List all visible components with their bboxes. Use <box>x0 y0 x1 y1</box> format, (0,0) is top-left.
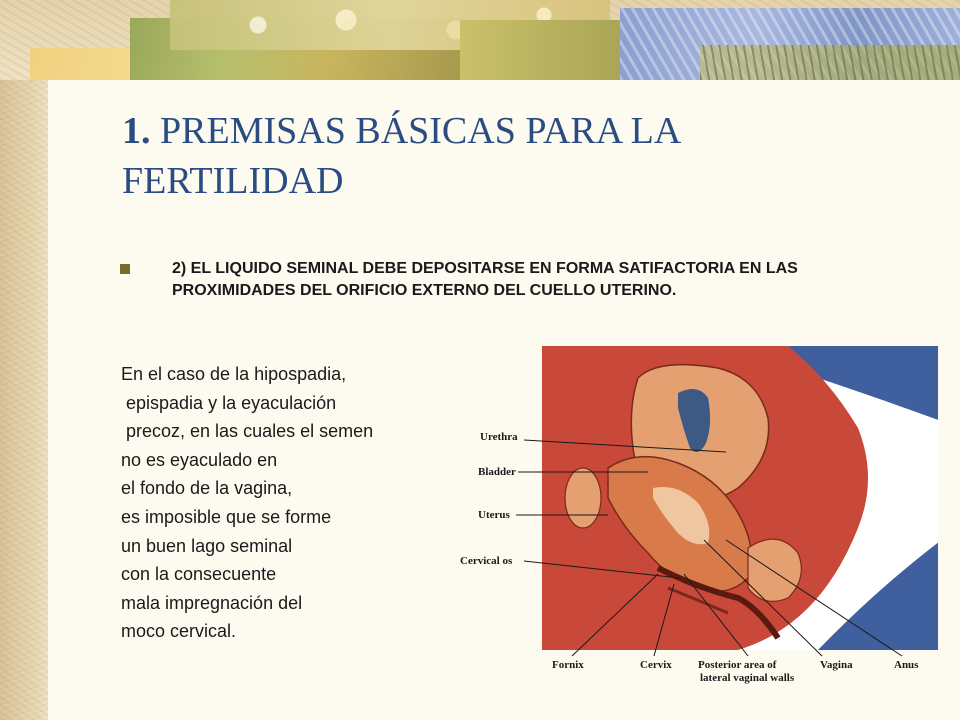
label-cervical-os: Cervical os <box>460 555 513 567</box>
label-cervix: Cervix <box>640 659 672 671</box>
label-urethra: Urethra <box>480 431 518 443</box>
body-line: un buen lago seminal <box>121 535 293 556</box>
body-line: mala impregnación del <box>121 592 303 613</box>
square-bullet-icon <box>120 264 130 274</box>
body-text <box>121 360 441 646</box>
label-posterior-line2: lateral vaginal walls <box>700 672 795 684</box>
body-line: epispadia y la eyaculación <box>121 392 337 413</box>
ovary <box>565 468 601 528</box>
label-anus: Anus <box>894 659 919 671</box>
anatomy-illustration <box>458 338 938 718</box>
banner-olive-strip <box>460 20 630 80</box>
label-posterior-line1: Posterior area of <box>698 659 777 671</box>
body-line: con la consecuente <box>121 564 277 585</box>
body-line: En el caso de la hipospadia, <box>121 364 347 384</box>
body-line: el fondo de la vagina, <box>121 478 293 499</box>
top-decorative-banner <box>0 0 960 80</box>
bullet-text: 2) EL LIQUIDO SEMINAL DEBE DEPOSITARSE EN FORMA SATIFACTORIA EN LAS PROXIMIDADES DEL ORIFICIO EXTERNO DEL CUELLO UTERINO. <box>172 260 798 299</box>
body-line: no es eyaculado en <box>121 449 278 470</box>
slide-title <box>122 106 882 206</box>
body-line: precoz, en las cuales el semen <box>121 421 374 442</box>
rectum-region <box>748 539 801 601</box>
left-texture-strip <box>0 0 48 720</box>
banner-grass-strip <box>700 45 960 80</box>
title-number: 1. <box>122 110 151 152</box>
label-bladder: Bladder <box>478 466 516 478</box>
body-line: es imposible que se forme <box>121 506 332 527</box>
body-line: moco cervical. <box>121 621 237 642</box>
label-fornix: Fornix <box>552 659 584 671</box>
label-uterus: Uterus <box>478 509 510 521</box>
title-text: PREMISAS BÁSICAS PARA LA FERTILIDAD <box>122 110 680 202</box>
label-vagina: Vagina <box>820 659 853 671</box>
